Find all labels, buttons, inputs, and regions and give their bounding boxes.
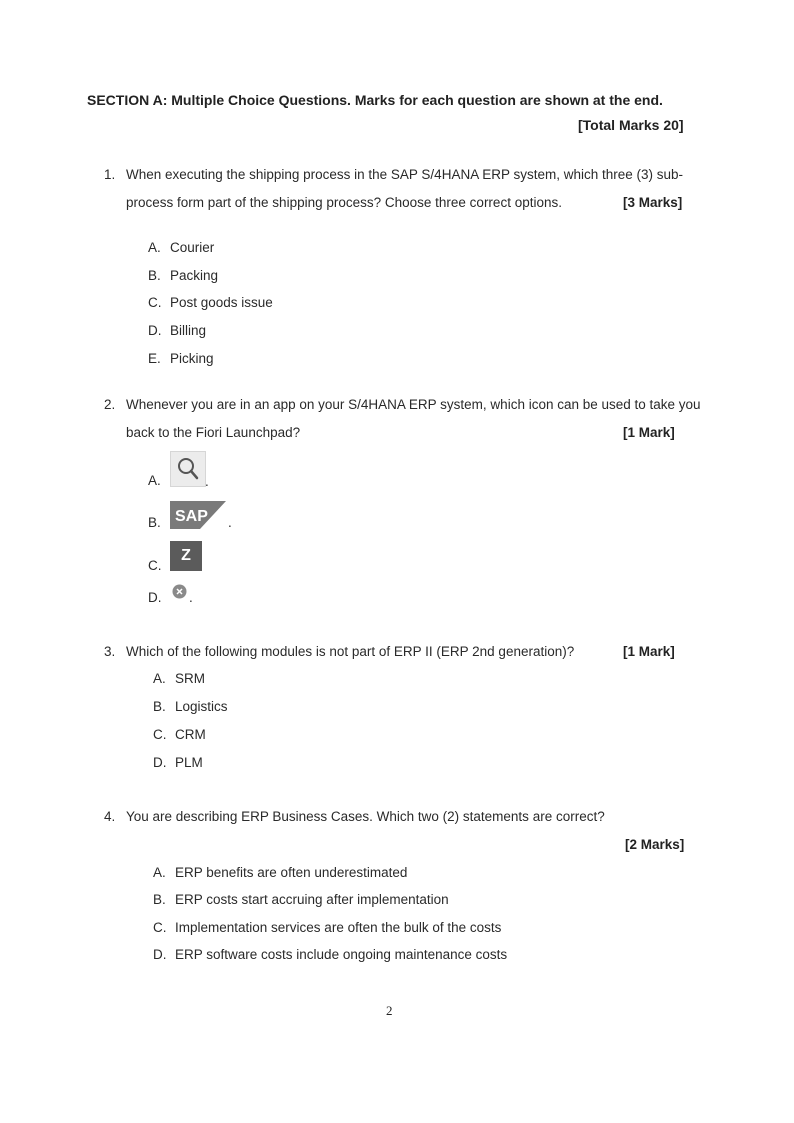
option-d [153, 947, 507, 962]
option-letter: A. [153, 865, 166, 880]
option-letter: A. [153, 671, 166, 686]
question-number: 1. [104, 167, 116, 182]
z-icon [170, 541, 202, 571]
option-a [153, 671, 205, 686]
option-letter: C. [148, 558, 162, 573]
option-text: ERP software costs include ongoing maintenance costs [175, 947, 508, 962]
option-a [148, 240, 214, 255]
question-marks: [1 Mark] [623, 644, 675, 659]
option-letter: B. [153, 699, 166, 714]
option-letter: C. [148, 295, 162, 310]
question-marks: [2 Marks] [625, 837, 685, 852]
question-text: Which of the following modules is not part of ERP II (ERP 2nd generation)? [126, 644, 575, 659]
option-text: ERP benefits are often underestimated [175, 865, 408, 880]
option-text: Logistics [175, 699, 228, 714]
trailing-period: . [228, 515, 232, 530]
option-letter: B. [148, 515, 161, 530]
option-text: Post goods issue [170, 295, 273, 310]
trailing-period: . [189, 590, 193, 605]
option-b [153, 892, 449, 907]
option-letter: D. [153, 947, 167, 962]
option-text: ERP costs start accruing after implementation [175, 892, 449, 907]
option-letter: D. [148, 590, 162, 605]
option-letter: D. [148, 323, 162, 338]
option-letter: D. [153, 755, 167, 770]
option-letter: C. [153, 920, 167, 935]
question-text: You are describing ERP Business Cases. Which two (2) statements are correct? [126, 809, 605, 824]
option-c [148, 295, 273, 310]
close-circle-icon [172, 584, 187, 599]
option-text: Billing [170, 323, 207, 338]
question-number: 2. [104, 397, 116, 412]
z-icon-text: Z [181, 547, 191, 564]
option-letter: B. [153, 892, 166, 907]
option-text: Implementation services are often the bulk of the costs [175, 920, 502, 935]
option-b [153, 699, 228, 714]
trailing-period: . [205, 474, 209, 489]
option-d [148, 323, 206, 338]
option-c [153, 727, 206, 742]
question-text: back to the Fiori Launchpad? [126, 425, 301, 440]
option-letter: C. [153, 727, 167, 742]
question-marks: [3 Marks] [623, 195, 683, 210]
option-text: CRM [175, 727, 206, 742]
option-text: Picking [170, 351, 214, 366]
option-letter: A. [148, 240, 161, 255]
option-letter: B. [148, 268, 161, 283]
option-a [153, 865, 407, 880]
question-number: 3. [104, 644, 116, 659]
option-text: PLM [175, 755, 203, 770]
option-text: SRM [175, 671, 205, 686]
total-marks: [Total Marks 20] [578, 117, 684, 133]
option-c [153, 920, 501, 935]
option-letter: A. [148, 473, 161, 488]
option-e [148, 351, 214, 366]
sap-logo-icon [170, 501, 226, 529]
sap-logo-text: SAP [175, 508, 208, 525]
section-header: SECTION A: Multiple Choice Questions. Marks for each question are shown at the end. [87, 92, 663, 108]
question-text: process form part of the shipping process? Choose three correct options. [126, 195, 562, 210]
question-marks: [1 Mark] [623, 425, 675, 440]
page-number: 2 [386, 1003, 393, 1018]
question-text: Whenever you are in an app on your S/4HANA ERP system, which icon can be used to take you [126, 397, 701, 412]
search-icon [170, 451, 206, 487]
question-number: 4. [104, 809, 116, 824]
option-letter: E. [148, 351, 161, 366]
option-text: Packing [170, 268, 219, 283]
option-b [148, 268, 218, 283]
option-d [153, 755, 203, 770]
option-text: Courier [170, 240, 215, 255]
question-text: When executing the shipping process in the SAP S/4HANA ERP system, which three (3) sub- [126, 167, 684, 182]
